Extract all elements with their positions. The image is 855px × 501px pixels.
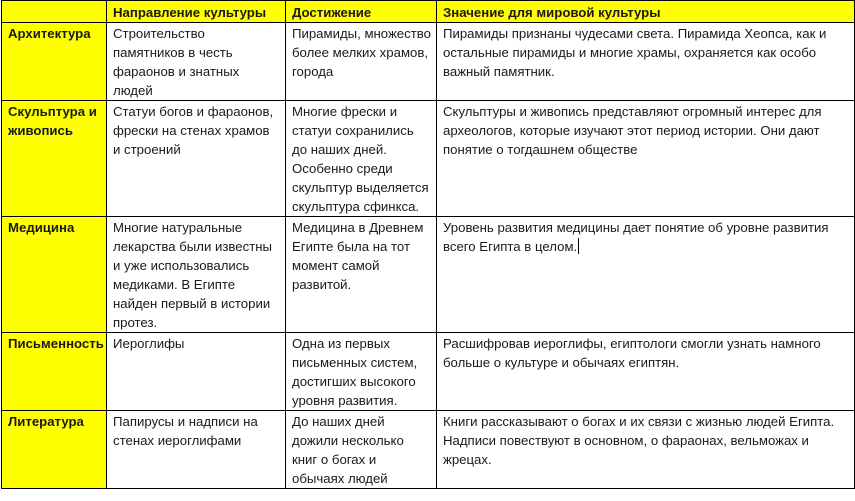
significance-cell[interactable]: Пирамиды признаны чудесами света. Пирамида Хеопса, как и остальные пирамиды и многие храмы, охраняется как особо важный памятник.: [437, 23, 855, 101]
achievement-cell[interactable]: Пирамиды, множество более мелких храмов, города: [286, 23, 437, 101]
achievement-cell[interactable]: Одна из первых письменных систем, достигших высокого уровня развития.: [286, 333, 437, 411]
text-cursor: [578, 238, 579, 254]
achievement-cell[interactable]: Многие фрески и статуи сохранились до наших дней. Особенно среди скульптур выделяется скульптура сфинкса.: [286, 101, 437, 217]
table-row: [2, 101, 855, 217]
achievement-cell[interactable]: До наших дней дожили несколько книг о богах и обычаях людей: [286, 411, 437, 489]
table-row: [2, 23, 855, 101]
table-row: [2, 411, 855, 489]
achievement-cell[interactable]: Медицина в Древнем Египте была на тот момент самой развитой.: [286, 217, 437, 333]
row-header-cell[interactable]: Архитектура: [2, 23, 107, 101]
table-row: [2, 217, 855, 333]
table-row: [2, 333, 855, 411]
significance-cell[interactable]: Скульптуры и живопись представляют огромный интерес для археологов, которые изучают этот период истории. Они дают понятие о тогдашнем обществе: [437, 101, 855, 217]
header-cell-corner[interactable]: [2, 1, 107, 23]
row-header-cell[interactable]: Медицина: [2, 217, 107, 333]
direction-cell[interactable]: Иероглифы: [107, 333, 286, 411]
significance-cell[interactable]: Книги рассказывают о богах и их связи с жизнью людей Египта. Надписи повествуют в основном, о фараонах, вельможах и жрецах.: [437, 411, 855, 489]
direction-cell[interactable]: Папирусы и надписи на стенах иероглифами: [107, 411, 286, 489]
significance-cell[interactable]: Расшифровав иероглифы, египтологи смогли узнать намного больше о культуре и обычаях египтян.: [437, 333, 855, 411]
direction-cell[interactable]: Строительство памятников в честь фараонов и знатных людей: [107, 23, 286, 101]
row-header-cell[interactable]: Письменность: [2, 333, 107, 411]
significance-text: Уровень развития медицины дает понятие об уровне развития всего Египта в целом.: [443, 220, 829, 254]
row-header-cell[interactable]: Скульптура и живопись: [2, 101, 107, 217]
significance-cell[interactable]: [437, 217, 855, 333]
header-cell-direction[interactable]: Направление культуры: [107, 1, 286, 23]
culture-table: [1, 0, 855, 489]
row-header-cell[interactable]: Литература: [2, 411, 107, 489]
direction-cell[interactable]: Статуи богов и фараонов, фрески на стенах храмов и строений: [107, 101, 286, 217]
header-cell-achievement[interactable]: Достижение: [286, 1, 437, 23]
header-row: [2, 1, 855, 23]
header-cell-significance[interactable]: Значение для мировой культуры: [437, 1, 855, 23]
direction-cell[interactable]: Многие натуральные лекарства были известны и уже использовались медиками. В Египте найден первый в истории протез.: [107, 217, 286, 333]
